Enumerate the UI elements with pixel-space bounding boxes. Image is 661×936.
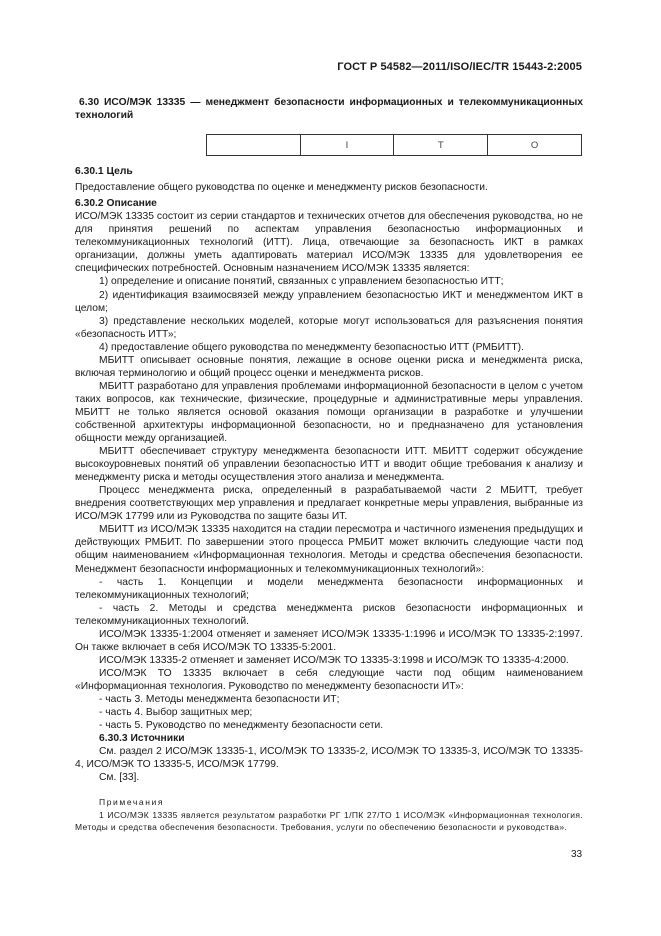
sources-paragraph-2: См. [33]. [99, 772, 140, 784]
itt-classification-table [206, 134, 582, 156]
description-paragraph-9: ИСО/МЭК ТО 13335 включает в себя следующие части под общим наименованием «Информационная технология. Руководство по менеджменту безопасности ИТ»: [75, 667, 583, 692]
goal-heading: 6.30.1 Цель [75, 166, 133, 178]
list-item-2: 2) идентификация взаимосвязей между управлением безопасностью ИКТ и менеджментом ИКТ в целом; [75, 289, 583, 314]
note-1: 1 ИСО/МЭК 13335 является результатом разработки РГ 1/ПК 27/ТО 1 ИСО/МЭК «Информационная технология. Методы и средства обеспечения безопасности. Требования, услуги по обеспечению безопасности и руководства». [75, 810, 583, 833]
sources-paragraph-1: См. раздел 2 ИСО/МЭК 13335-1, ИСО/МЭК ТО 13335-2, ИСО/МЭК ТО 13335-3, ИСО/МЭК ТО 13335-4, ИСО/МЭК ТО 13335-5, ИСО/МЭК 17799. [75, 746, 583, 771]
list-item-3: 3) представление нескольких моделей, которые могут использоваться для разъяснения понятия «безопасность ИТТ»; [75, 315, 583, 340]
part-item-1: - часть 1. Концепции и модели менеджмента безопасности информационных и телекоммуникационных технологий; [75, 576, 583, 601]
table-cell-empty [207, 135, 301, 156]
notes-title: Примечания [99, 797, 165, 808]
section-title: 6.30 ИСО/МЭК 13335 — менеджмент безопасности информационных и телекоммуникационных технологий [75, 97, 583, 122]
description-paragraph-4: МБИТТ обеспечивает структуру менеджмента безопасности ИТТ. МБИТТ содержит обсуждение высокоуровневых понятий об управлении безопасностью ИТТ и вводит общие требования к анализу и менеджменту риска и методы осуществления этого анализа и менеджмента. [75, 446, 583, 484]
page-number: 33 [571, 849, 583, 860]
table-cell-i: I [300, 135, 394, 156]
description-paragraph-6: МБИТТ из ИСО/МЭК 13335 находится на стадии пересмотра и частичного изменения предыдущих и действующих РМБИТ. По завершении этого процесса РМБИТ может включить следующие части под общим наименованием «Информационная технология. Методы и средства обеспечения безопасности. Менеджмент безопасности информационных и телекоммуникационных технологий»: [75, 524, 583, 575]
description-paragraph-5: Процесс менеджмента риска, определенный в разрабатываемой части 2 МБИТТ, требует внедрения соответствующих мер управления и предлагает конкретные меры управления, выбранные из ИСО/МЭК 17799 или из Руководства по защите базы ИТ. [75, 485, 583, 523]
description-paragraph-1: ИСО/МЭК 13335 состоит из серии стандартов и технических отчетов для обеспечения руководства, но не для принятия решений по аспектам управления безопасностью информационных и телекоммуникационных технологий (ИТТ). Лица, отвечающие за безопасность ИКТ в рамках организации, должны уметь адаптировать материал ИСО/МЭК 13335 для удовлетворения ее специфических потребностей. Основным назначением ИСО/МЭК 13335 является: [75, 211, 583, 275]
goal-text: Предоставление общего руководства по оценке и менеджменту рисков безопасности. [75, 182, 488, 194]
table-cell-o: O [488, 135, 582, 156]
description-paragraph-3: МБИТТ разработано для управления проблемами информационной безопасности в целом с учетом таких вопросов, как технические, физические, процедурные и административные меры управления. МБИТТ не только является основой оказания помощи организации в разработке и улучшении собственной архитектуры информационной безопасности, но и предназначено для установления общности между организацией. [75, 380, 583, 445]
list-item-1: 1) определение и описание понятий, связанных с управлением безопасностью ИТТ; [99, 276, 504, 288]
description-paragraph-8: ИСО/МЭК 13335-2 отменяет и заменяет ИСО/МЭК ТО 13335-3:1998 и ИСО/МЭК ТО 13335-4:2000. [99, 654, 569, 666]
description-paragraph-2: МБИТТ описывает основные понятия, лежащие в основе оценки риска и менеджмента риска, включая терминологию и общий процесс оценки и менеджмента рисков. [75, 354, 583, 379]
part-item-5: - часть 5. Руководство по менеджменту безопасности сети. [99, 720, 384, 732]
description-heading: 6.30.2 Описание [75, 198, 157, 210]
document-header: ГОСТ Р 54582—2011/ISO/IEC/TR 15443-2:2005 [337, 61, 582, 73]
part-item-3: - часть 3. Методы менеджмента безопасности ИТ; [99, 693, 340, 705]
document-body [75, 96, 583, 833]
part-item-2: - часть 2. Методы и средства менеджмента рисков безопасности информационных и телекоммуникационных технологий. [75, 602, 583, 627]
table-cell-t: T [394, 135, 488, 156]
description-paragraph-7: ИСО/МЭК 13335-1:2004 отменяет и заменяет ИСО/МЭК 13335-1:1996 и ИСО/МЭК ТО 13335-2:1997. Он также включает в себя ИСО/МЭК ТО 13335-5:2001. [75, 628, 583, 653]
list-item-4: 4) предоставление общего руководства по менеджменту безопасностью ИТТ (РМБИТТ). [99, 341, 524, 353]
sources-heading: 6.30.3 Источники [99, 733, 185, 745]
part-item-4: - часть 4. Выбор защитных мер; [99, 707, 253, 719]
